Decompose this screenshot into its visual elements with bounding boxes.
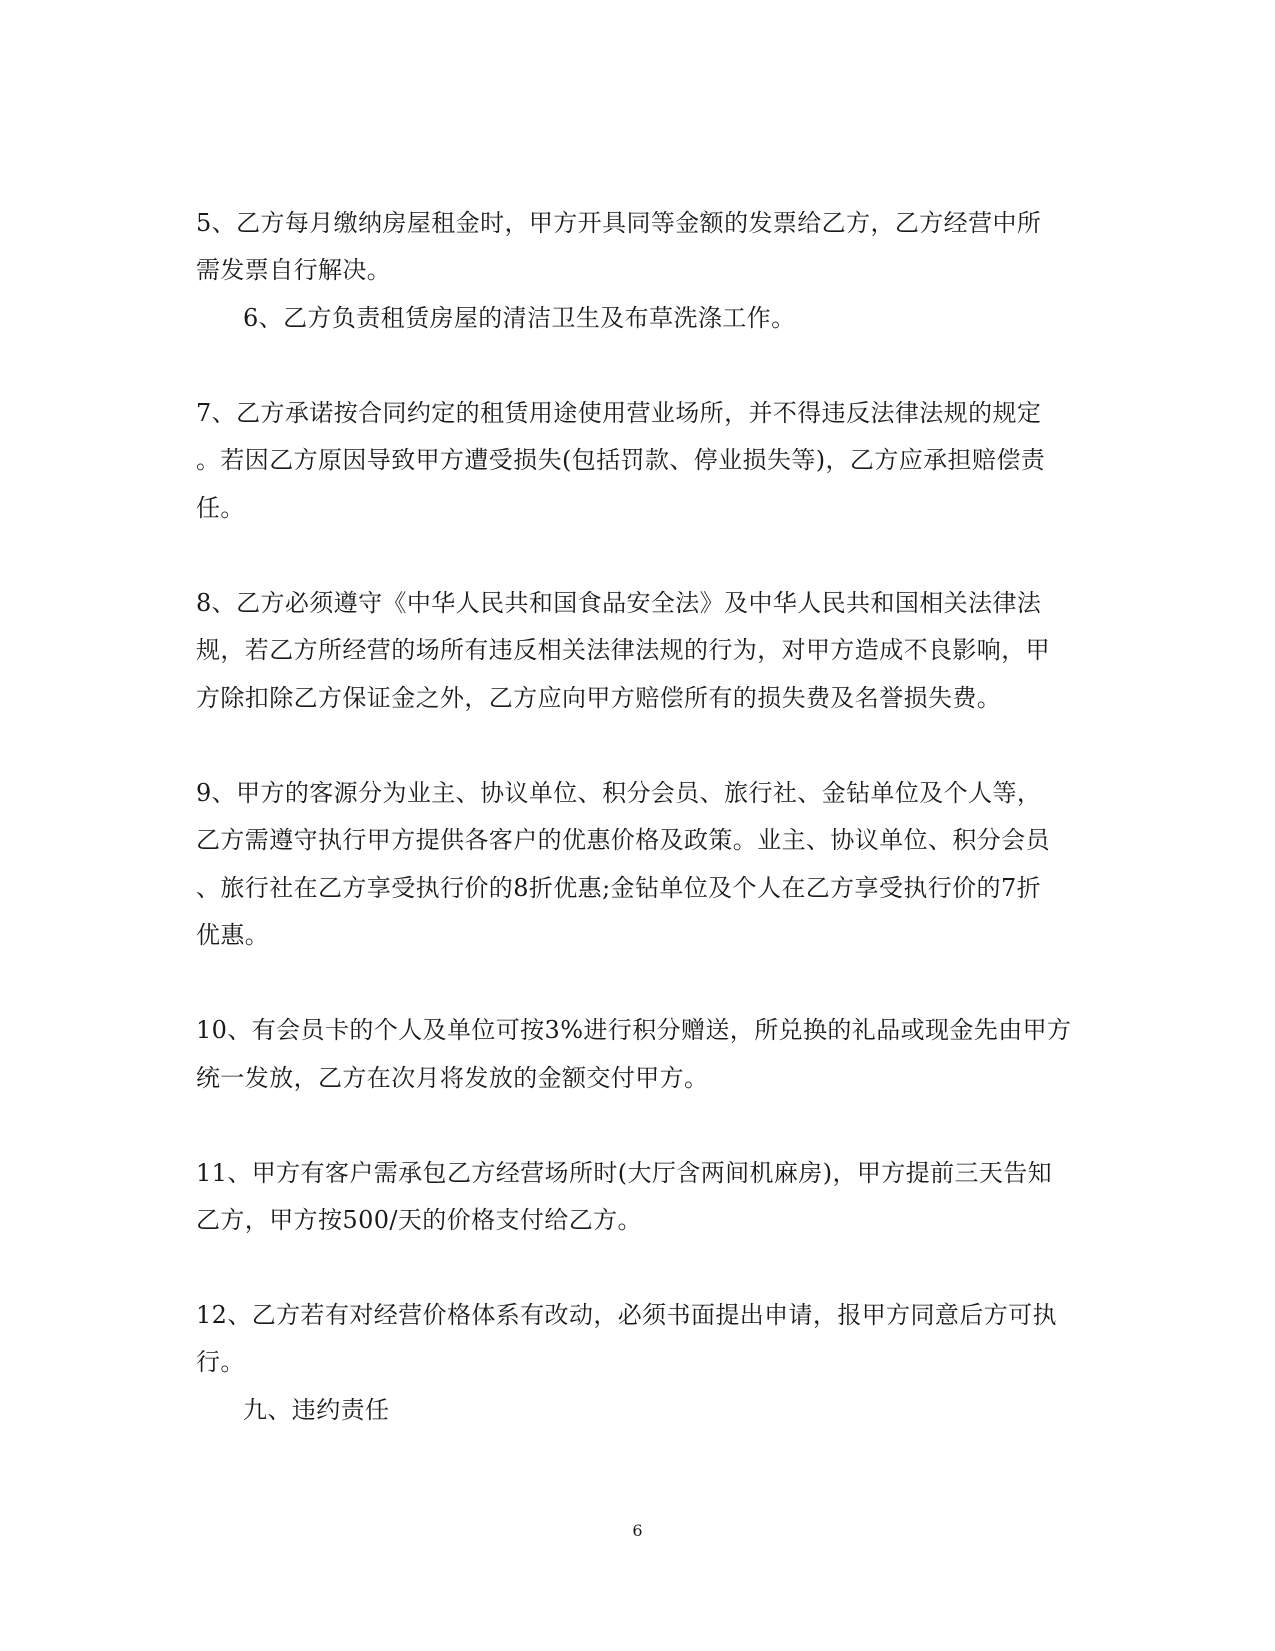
clause-7-line-1: 7、乙方承诺按合同约定的租赁用途使用营业场所，并不得违反法律法规的规定 [196,399,1042,427]
clause-9-line-1: 9、甲方的客源分为业主、协议单位、积分会员、旅行社、金钻单位及个人等， [196,779,1042,807]
clause-11-line-1: 11、甲方有客户需承包乙方经营场所时(大厅含两间机麻房)，甲方提前三天告知 [196,1159,1053,1187]
clause-10-line-1: 10、有会员卡的个人及单位可按3%进行积分赠送，所兑换的礼品或现金先由甲方 [196,1016,1072,1044]
clause-10-line-2: 统一发放，乙方在次月将发放的金额交付甲方。 [196,1064,709,1092]
clause-6-line-1: 6、乙方负责租赁房屋的清洁卫生及布草洗涤工作。 [243,304,796,332]
clause-12-line-2: 行。 [196,1348,245,1376]
section-heading-breach: 九、违约责任 [243,1396,390,1424]
clause-12-line-1: 12、乙方若有对经营价格体系有改动，必须书面提出申请，报甲方同意后方可执 [196,1301,1057,1329]
clause-8-line-2: 规，若乙方所经营的场所有违反相关法律法规的行为，对甲方造成不良影响，甲 [196,636,1050,664]
clause-9-line-3: 、旅行社在乙方享受执行价的8折优惠;金钻单位及个人在乙方享受执行价的7折 [196,874,1042,902]
clause-5-line-1: 5、乙方每月缴纳房屋租金时，甲方开具同等金额的发票给乙方，乙方经营中所 [196,209,1042,237]
clause-8-line-1: 8、乙方必须遵守《中华人民共和国食品安全法》及中华人民共和国相关法律法 [196,589,1042,617]
clause-11-line-2: 乙方，甲方按500/天的价格支付给乙方。 [196,1206,642,1234]
clause-8-line-3: 方除扣除乙方保证金之外，乙方应向甲方赔偿所有的损失费及名誉损失费。 [196,684,1002,712]
page-number: 6 [632,1521,643,1540]
clause-7-line-2: 。若因乙方原因导致甲方遭受损失(包括罚款、停业损失等)，乙方应承担赔偿责 [196,446,1046,474]
clause-7-line-3: 任。 [196,494,245,522]
clause-9-line-4: 优惠。 [196,921,270,949]
clause-5-line-2: 需发票自行解决。 [196,256,392,284]
clause-9-line-2: 乙方需遵守执行甲方提供各客户的优惠价格及政策。业主、协议单位、积分会员 [196,826,1050,854]
